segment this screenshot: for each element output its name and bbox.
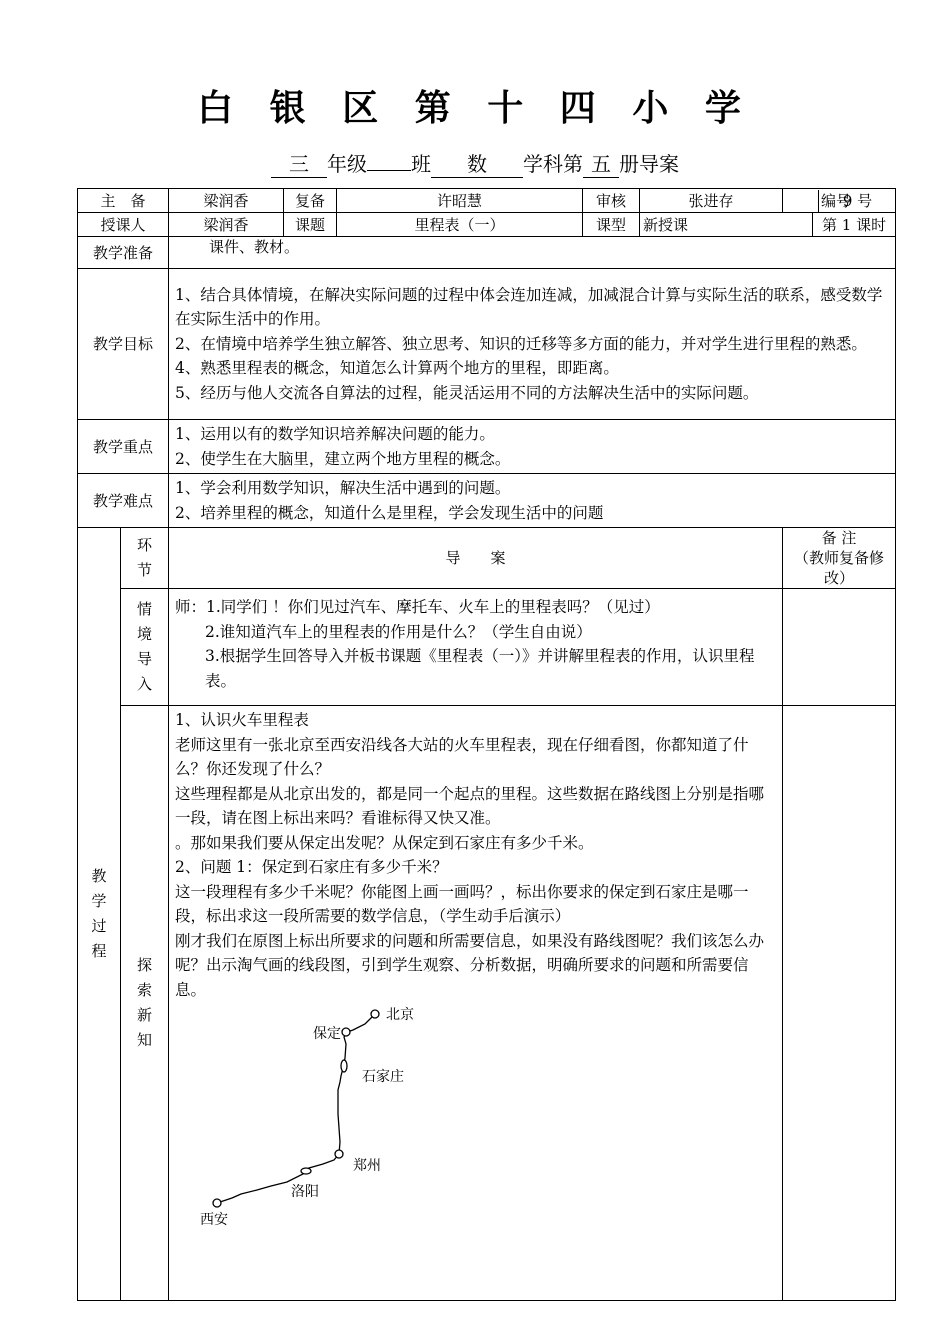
intro-line: 3.根据学生回答导入并板书课题《里程表（一）》并讲解里程表的作用，认识里程表。: [205, 647, 755, 690]
xian-station-icon: [213, 1199, 221, 1207]
intro-remark: [783, 589, 896, 706]
grade-label: 年级: [327, 152, 367, 176]
beijing-station-icon: [371, 1010, 379, 1018]
stage-header: 环节: [121, 528, 169, 589]
header-row-2: [78, 213, 896, 237]
guide-header: 导 案: [169, 528, 783, 589]
shijiazhuang-station-icon: [341, 1060, 347, 1072]
shenhe-label: 审核: [583, 189, 640, 213]
station-label: 石家庄: [362, 1069, 405, 1085]
station-label: 北京: [386, 1007, 415, 1023]
grade-value: 三: [271, 148, 327, 178]
subject-label: 学科第: [523, 152, 583, 176]
station-label: 保定: [313, 1026, 342, 1042]
difficulty-item: 2、培养里程的概念，知道什么是里程，学会发现生活中的问题: [175, 503, 604, 522]
bianhao-value: 9 号: [818, 190, 896, 212]
intro-line: 2.谁知道汽车上的里程表的作用是什么？（学生自由说）: [205, 622, 592, 641]
difficulties-row: [78, 474, 896, 528]
bianhao-label: 编号: [783, 189, 896, 213]
remark-header: 备 注 （教师复备修改）: [783, 528, 896, 589]
volume-value: 五: [583, 148, 619, 178]
key-points-content: [169, 420, 896, 474]
explore-content: [169, 706, 783, 1301]
goals-content: [169, 269, 896, 420]
key-points-row: [78, 420, 896, 474]
school-title: 白 银 区 第 十 四 小 学: [197, 87, 753, 129]
type-value: 新授课: [640, 213, 813, 237]
explore-line: 这些理程都是从北京出发的，都是同一个起点的里程。这些数据在路线图上分别是指哪一段，请在图上标出来吗？看谁标得又快又准。: [175, 784, 765, 827]
type-label: 课型: [583, 213, 640, 237]
baoding-station-icon: [342, 1028, 350, 1036]
goal-item: 1、结合具体情境，在解决实际问题的过程中体会连加连减，加减混合计算与实际生活的联系，感受数学在实际生活中的作用。: [175, 285, 883, 329]
goal-item: 4、熟悉里程表的概念，知道怎么计算两个地方的里程，即距离。: [175, 359, 619, 378]
class-label: 班: [411, 152, 431, 176]
explore-line: 。那如果我们要从保定出发呢？从保定到石家庄有多少千米。: [175, 833, 594, 852]
railway-line: [217, 1014, 375, 1203]
prep-label: 教学准备: [78, 237, 169, 269]
key-point-item: 2、使学生在大脑里，建立两个地方里程的概念。: [175, 449, 511, 468]
station-label: 郑州: [353, 1158, 382, 1174]
key-points-label: 教学重点: [78, 420, 169, 474]
lesson-subtitle: [0, 148, 950, 178]
goal-item: 2、在情境中培养学生独立解答、独立思考、知识的迁移等多方面的能力，并对学生进行里程的熟悉。: [175, 334, 867, 353]
zhengzhou-station-icon: [335, 1150, 343, 1158]
zhubei-value: 梁润香: [169, 189, 284, 213]
station-label: 洛阳: [291, 1184, 320, 1200]
railway-route-map: [175, 1002, 435, 1237]
teacher-label: 授课人: [78, 213, 169, 237]
topic-label: 课题: [284, 213, 337, 237]
key-point-item: 1、运用以有的数学知识培养解决问题的能力。: [175, 425, 495, 443]
explore-line: 这一段理程有多少千米呢？你能图上画一画吗？，标出你要求的保定到石家庄是哪一段，标出求这一段所需要的数学信息，（学生动手后演示）: [175, 882, 749, 925]
station-label: 西安: [200, 1212, 229, 1228]
explore-stage: 探索新知: [121, 706, 169, 1301]
process-header-row: [78, 528, 896, 589]
difficulty-item: 1、学会利用数学知识，解决生活中遇到的问题。: [175, 479, 511, 497]
goals-row: [78, 269, 896, 420]
luoyang-station-icon: [301, 1168, 311, 1174]
goal-item: 5、经历与他人交流各自算法的过程，能灵活运用不同的方法解决生活中的实际问题。: [175, 383, 759, 402]
explore-line: 老师这里有一张北京至西安沿线各大站的火车里程表，现在仔细看图，你都知道了什么？你还发现了什么？: [175, 735, 749, 778]
intro-stage: 情境导入: [121, 589, 169, 706]
intro-line: 师：1.同学们 ！你们见过汽车、摩托车、火车上的里程表吗？（见过）: [175, 598, 660, 616]
topic-value: 里程表（一）: [337, 213, 583, 237]
intro-row: [78, 589, 896, 706]
volume-label: 册导案: [619, 152, 679, 176]
lesson-plan-table: [77, 188, 896, 1301]
difficulties-content: [169, 474, 896, 528]
class-blank: [367, 170, 411, 171]
fubei-label: 复备: [284, 189, 337, 213]
fubei-value: 许昭慧: [337, 189, 583, 213]
period-value: 第 1 课时: [813, 213, 896, 237]
intro-content: [169, 589, 783, 706]
explore-line: 1、认识火车里程表: [175, 711, 309, 729]
header-row-1: [78, 189, 896, 213]
explore-row: [78, 706, 896, 1301]
subject-value: 数: [431, 148, 523, 178]
prep-row: [78, 237, 896, 269]
process-label: 教学过程: [78, 528, 121, 1301]
shenhe-value: 张进存: [640, 189, 783, 213]
explore-line: 刚才我们在原图上标出所要求的问题和所需要信息，如果没有路线图呢？我们该怎么办呢？出示淘气画的线段图，引到学生观察、分析数据，明确所要求的问题和所需要信息。: [175, 931, 765, 999]
explore-line: 2、问题 1：保定到石家庄有多少千米？: [175, 858, 448, 876]
zhubei-label: 主 备: [78, 189, 169, 213]
explore-remark: [783, 706, 896, 1301]
prep-value: 课件、教材。: [169, 237, 896, 269]
difficulties-label: 教学难点: [78, 474, 169, 528]
goals-label: 教学目标: [78, 269, 169, 420]
teacher-value: 梁润香: [169, 213, 284, 237]
